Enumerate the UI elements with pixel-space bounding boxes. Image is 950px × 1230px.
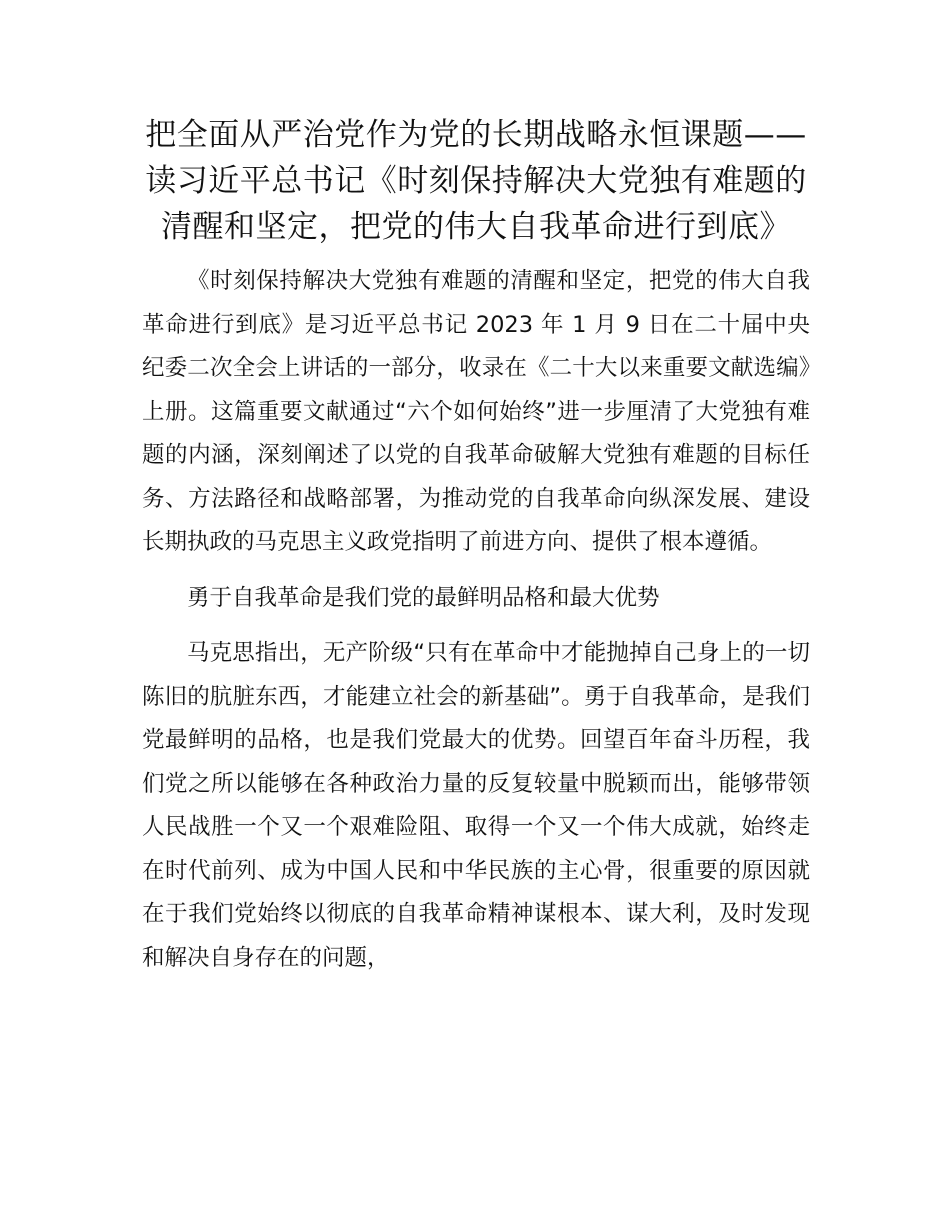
section-heading: 勇于自我革命是我们党的最鲜明品格和最大优势 — [187, 584, 660, 611]
body-paragraph: 马克思指出，无产阶级“只有在革命中才能抛掉自己身上的一切陈旧的肮脏东西，才能建立社会的新基础”。勇于自我革命，是我们党最鲜明的品格，也是我们党最大的优势。回望百年奋斗历程，我们党之所以能够在各种政治力量的反复较量中脱颖而出，能够带领人民战胜一个又一个艰难险阻、取得一个又一个伟大成就，始终走在时代前列、成为中国人民和中华民族的主心骨，很重要的原因就在于我们党始终以彻底的自我革命精神谋根本、谋大利，及时发现和解决自身存在的问题， — [142, 640, 810, 971]
document-title: 把全面从严治党作为党的长期战略永恒课题——读习近平总书记《时刻保持解决大党独有难题的清醒和坚定，把党的伟大自我革命进行到底》 — [145, 117, 807, 245]
document-page — [142, 112, 810, 980]
intro-paragraph: 《时刻保持解决大党独有难题的清醒和坚定，把党的伟大自我革命进行到底》是习近平总书记 2023 年 1 月 9 日在二十届中央纪委二次全会上讲话的一部分，收录在《二十大以来重要文献选编》上册。这篇重要文献通过“六个如何始终”进一步厘清了大党独有难题的内涵，深刻阐述了以党的自我革命破解大党独有难题的目标任务、方法路径和战略部署，为推动党的自我革命向纵深发展、建设长期执政的马克思主义政党指明了前进方向、提供了根本遵循。 — [142, 268, 810, 555]
